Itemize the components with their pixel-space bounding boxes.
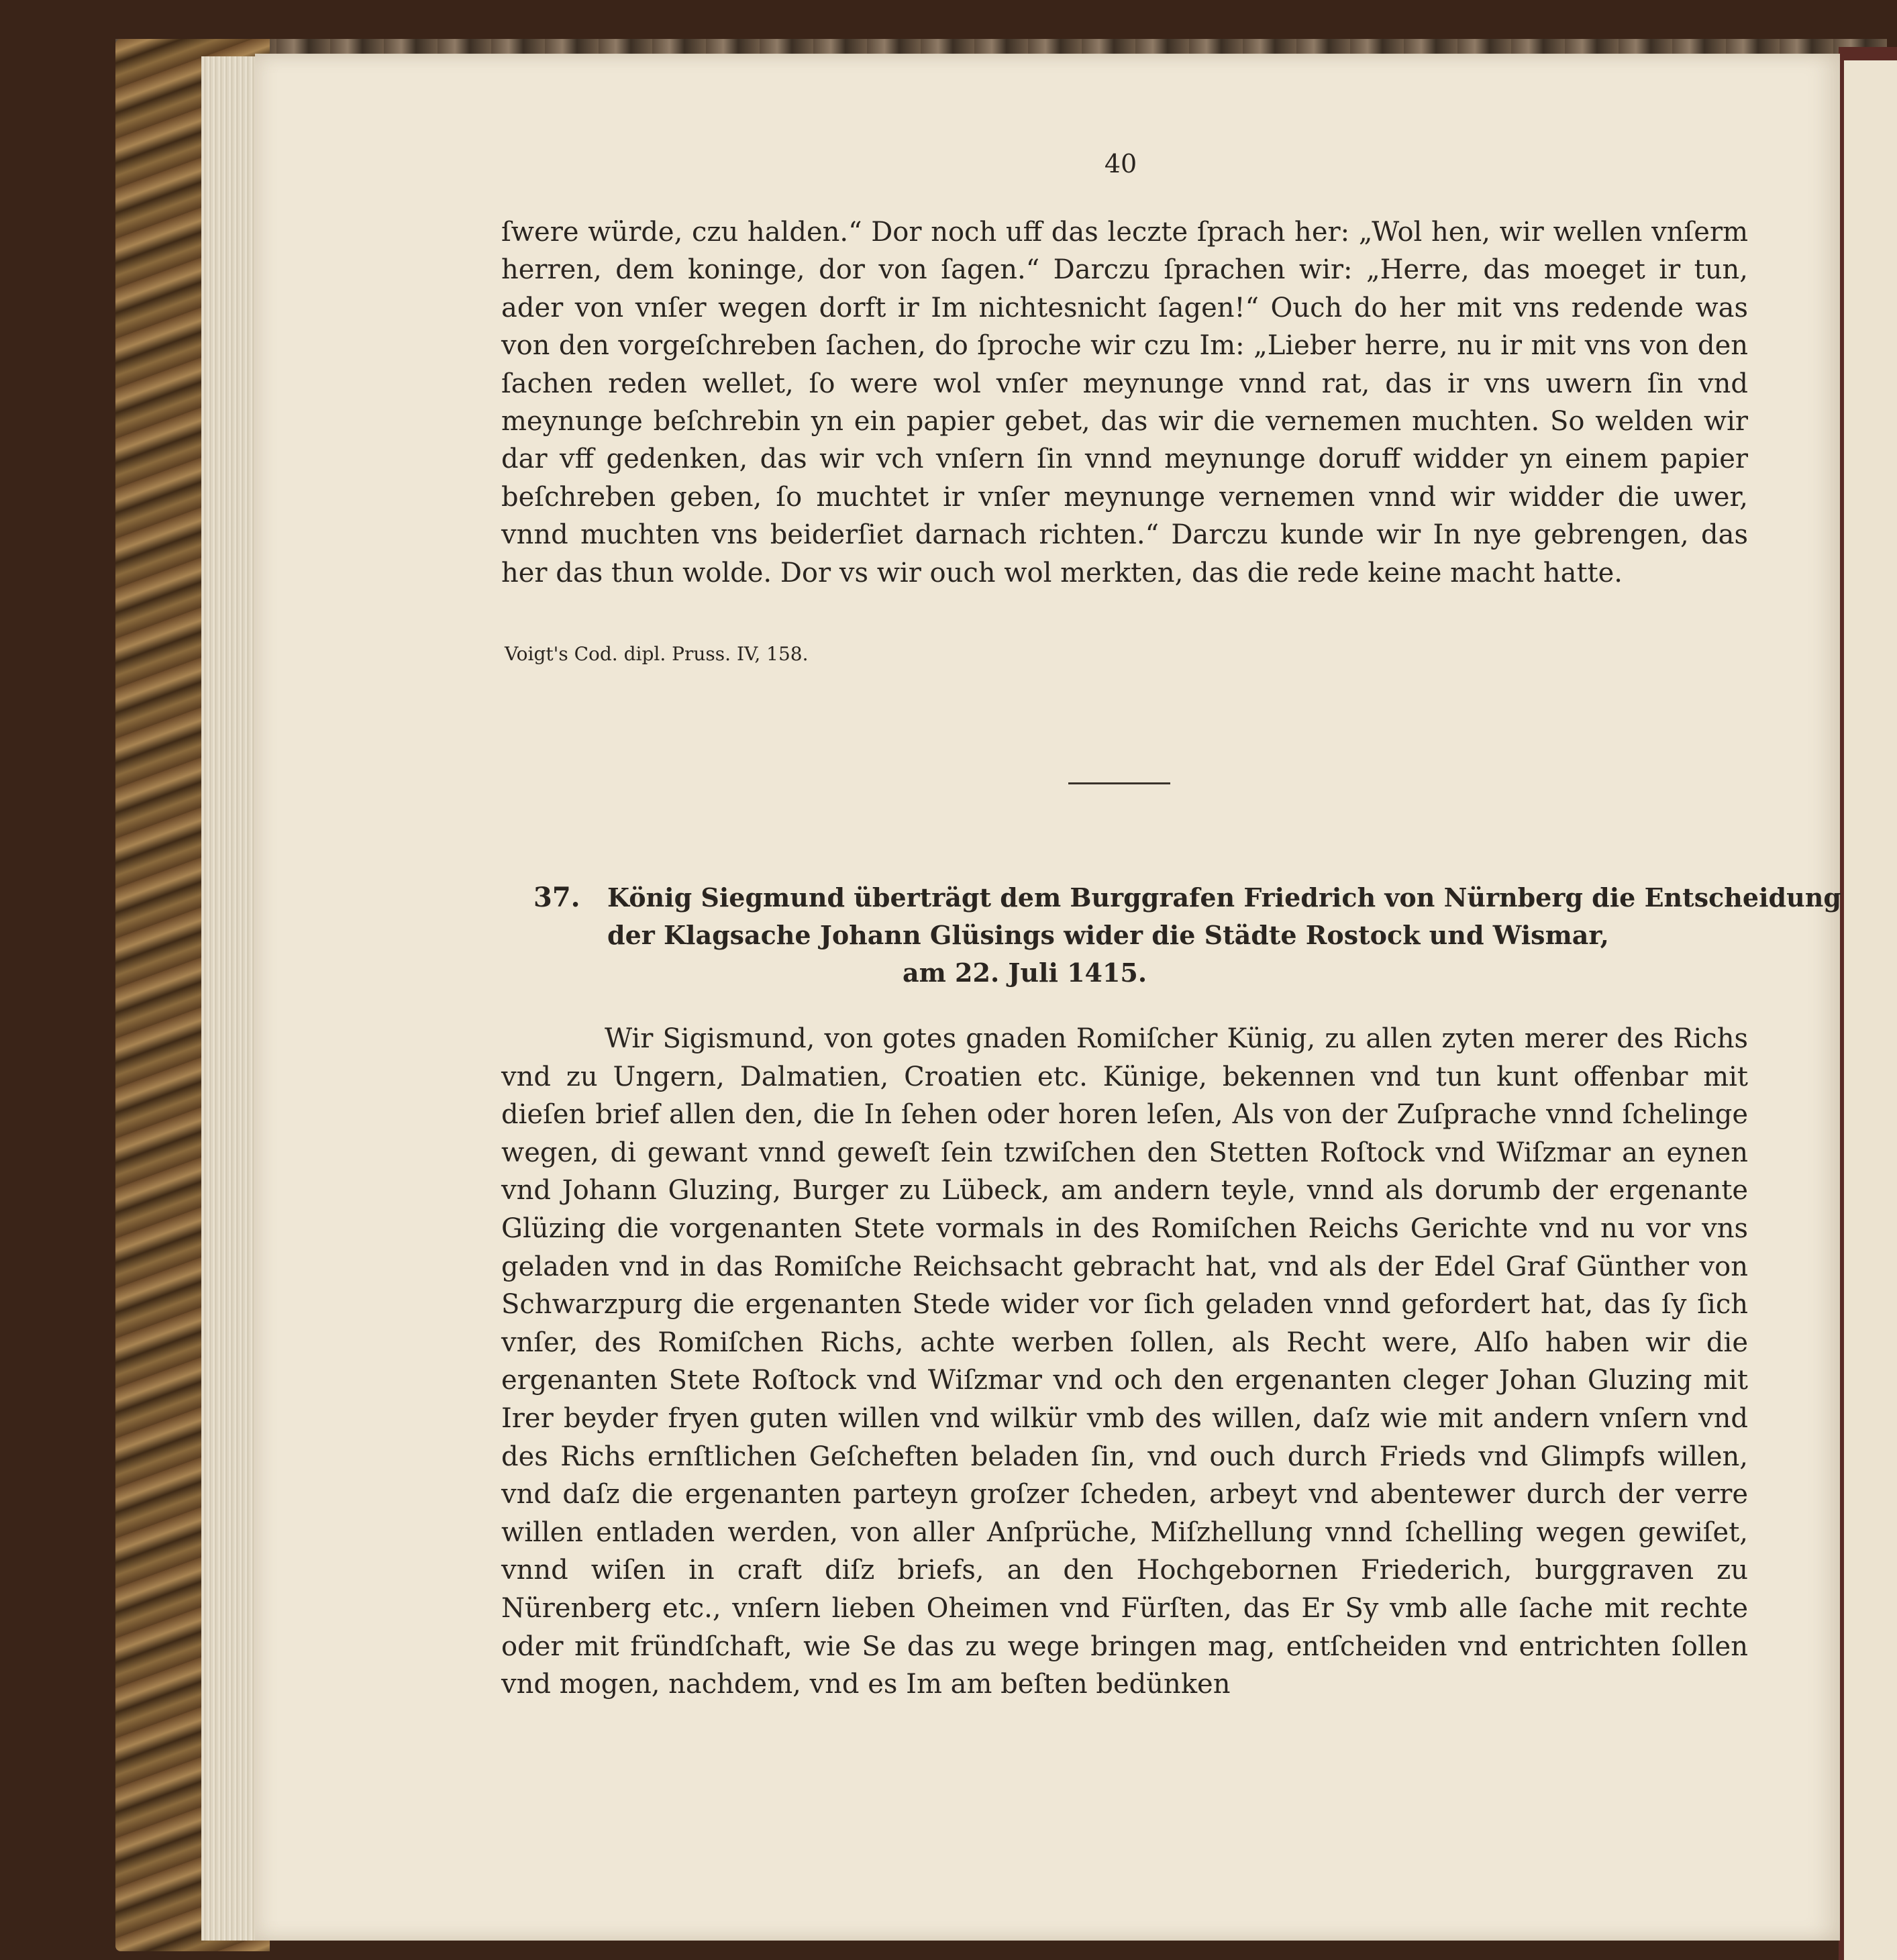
paragraph-continued: ſwere würde, czu halden.“ Dor noch uff das leczte ſprach her: „Wol hen, wir wellen vnſerm herren, dem koninge, dor von ſagen.“ Darczu ſprachen wir: „Herre, das moeget ir tun, ader von vnſer wegen dorft ir Im nichtesnicht ſagen!“ Ouch do her mit vns redende was von den vorgeſchreben ſachen, do ſproche wir czu Im: „Lieber herre, nu ir mit vns von den ſachen reden wellet, ſo were wol vnſer meynunge vnnd rat, das ir vns uwern ſin vnd meynunge beſchrebin yn ein papier gebet, das wir die vernemen muchten. So welden wir dar vff gedenken, das wir vch vnſern ſin vnnd meynunge doruff widder yn einem papier beſchreben geben, ſo muchtet ir vnſer meynunge vernemen vnnd wir widder die uwer, vnnd muchten vns beiderſiet darnach richten.“ Darczu kunde wir In nye gebrengen, das her das thun wolde. Dor vs wir ouch wol merkten, das die rede keine macht hatte. (501, 217, 1748, 588)
page-stack-edges (201, 56, 262, 1941)
facing-page-edge (1844, 60, 1897, 1960)
section-divider (1068, 782, 1170, 784)
document-number: 37. (533, 882, 580, 913)
heading-date: am 22. Juli 1415. (903, 958, 1147, 988)
document-body: Wir Sigismund, von gotes gnaden Romiſcher Künig, zu allen zyten merer des Richs vnd zu Ungern, Dalmatien, Croatien etc. Künige, bekennen vnd tun kunt offenbar mit dieſen brief allen den, die In ſehen oder horen leſen, Als von der Zuſprache vnnd ſchelinge wegen, di gewant vnnd geweſt ſein tzwiſchen den Stetten Roſtock vnd Wiſzmar an eynen vnd Johann Gluzing, Burger zu Lübeck, am andern teyle, vnnd als dorumb der ergenante Glüzing die vorgenanten Stete vormals in des Romiſchen Reichs Gerichte vnd nu vor vns geladen vnd in das Romiſche Reichsacht gebracht hat, vnd als der Edel Graf Günther von Schwarzpurg die ergenanten Stede wider vor ſich geladen vnnd gefordert hat, das ſy ſich vnſer, des Romiſchen Richs, achte werben ſollen, als Recht were, Alſo haben wir die ergenanten Stete Roſtock vnd Wiſzmar vnd och den ergenanten cleger Johan Gluzing mit Irer beyder fryen guten willen vnd wilkür vmb des willen, daſz wie mit andern vnſern vnd des Richs ernſtlichen Geſcheften beladen ſin, vnd ouch durch Frieds vnd Glimpfs willen, vnd daſz die ergenanten parteyn groſzer ſcheden, arbeyt vnd abentewer durch der verre willen entladen werden, von aller Anſprüche, Miſzhellung vnnd ſchelling wegen gewiſet, vnnd wiſen in craft diſz briefs, an den Hochgebornen Friederich, burggraven zu Nürenberg etc., vnſern lieben Oheimen vnd Fürſten, das Er Sy vmb alle ſache mit rechte oder mit fründſchaft, wie Se das zu wege bringen mag, entſcheiden vnd entrichten ſollen vnd mogen, nachdem, vnd es Im am beſten bedünken (501, 1023, 1748, 1700)
heading-line: der Klagsache Johann Glüsings wider die Städte Rostock und Wismar, (607, 920, 1609, 950)
source-citation: Voigt's Cod. dipl. Pruss. IV, 158. (505, 643, 809, 665)
heading-line: König Siegmund überträgt dem Burggrafen Friedrich von Nürnberg die Entscheidung (607, 882, 1841, 913)
page-number: 40 (1104, 149, 1137, 178)
